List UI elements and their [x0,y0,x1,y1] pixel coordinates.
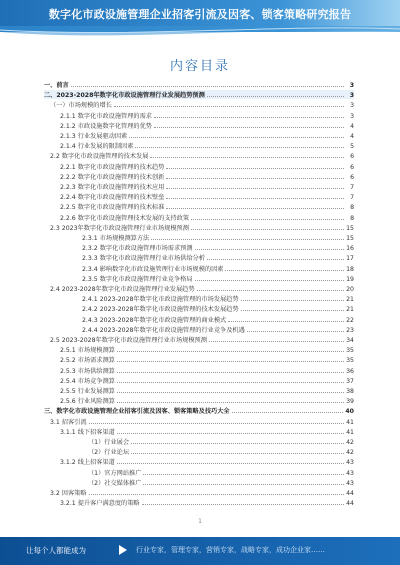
toc-entry-page: 3 [349,82,354,89]
toc-entry[interactable] [44,141,354,150]
toc-entry[interactable] [44,457,354,466]
toc-entry-label: 2.3.5 数字化市政设施管理行业竞争格局 [82,275,193,283]
toc-entry[interactable] [44,325,354,334]
toc-entry-label: 2.4.3 2023-2028年数字化市政设施管理的商业模式 [82,316,227,324]
toc-entry-label: 2.5.2 市场需求测算 [60,357,115,365]
toc-entry-label: 2.2.4 数字化市政设施管理的技术壁垒 [60,194,165,202]
arrow-right-icon [118,544,128,556]
toc-leader-dots [131,453,344,454]
toc-leader-dots [89,494,344,495]
toc-leader-dots [209,341,344,342]
toc-entry-page: 21 [346,296,354,304]
toc-leader-dots [117,372,344,373]
toc-entry-label: （2）社交媒体推广 [88,479,142,487]
toc-entry-label: 2.2 数字化市政设施管理的技术发展 [50,153,149,161]
toc-entry-page: 35 [346,347,354,355]
toc-entry[interactable] [44,498,354,507]
toc-entry-page: 38 [346,388,354,395]
toc-entry[interactable] [44,182,354,191]
toc-entry-label: 2.3.1 市场规模测算方法 [82,235,150,242]
toc-entry-page: 6 [350,173,354,181]
toc-entry-label: 2.5.1 市场规模测算 [60,347,115,355]
toc-entry[interactable] [44,243,354,252]
toc-entry[interactable] [44,396,354,405]
toc-entry-label: 3.1 招客引流 [50,418,87,426]
toc-leader-dots [151,239,344,240]
toc-entry[interactable] [44,366,354,375]
toc-entry-page: 15 [346,235,354,242]
toc-leader-dots [228,321,344,322]
toc-entry-label: 3.1.1 线下招客渠道 [60,428,115,436]
toc-entry[interactable] [44,80,354,89]
toc-entry[interactable] [44,315,354,324]
toc-leader-dots [117,361,344,362]
toc-entry-page: 5 [350,143,354,151]
toc-entry[interactable] [44,202,354,211]
report-title: 数字化市政设施管理企业招客引流及因客、锁客策略研究报告 [48,8,352,21]
toc-leader-dots [117,463,344,464]
toc-entry[interactable] [44,345,354,354]
toc-entry-label: 2.5.3 市场供给测算 [60,367,115,375]
toc-entry-label: 2.5.5 行业发展测算 [60,388,115,395]
toc-entry-page: 22 [346,316,354,324]
toc-entry[interactable] [44,162,354,171]
toc-entry-page: 34 [346,337,354,344]
toc-entry[interactable] [44,172,354,181]
toc-entry-label: 二、2023-2028年数字化市政设施管理行业发展趋势预测 [44,92,205,100]
toc-leader-dots [114,106,344,107]
toc-entry-page: 42 [346,439,354,446]
toc-entry-label: （1）行业展会 [88,439,130,446]
toc-entry-page: 16 [346,245,354,253]
toc-entry-page: 44 [346,500,354,508]
toc-entry-label: 一、前言 [44,82,69,89]
toc-entry-page: 41 [346,428,354,436]
toc-entry-page: 17 [346,255,354,263]
toc-entry-page: 4 [350,122,354,130]
toc-entry-page: 20 [346,286,354,293]
toc-entry-page: 3 [349,92,354,100]
toc-leader-dots [197,290,344,291]
toc-entry-label: 2.3.4 影响数字化市政设施管理行业市场规模的因素 [82,265,224,273]
toc-entry-label: 2.1.1 数字化市政设施管理的需求 [60,112,152,120]
toc-entry[interactable] [44,294,354,303]
toc-entry-label: （一）市场规模的增长 [50,102,112,110]
toc-leader-dots [166,168,344,169]
toc-leader-dots [166,208,344,209]
toc-entry[interactable] [44,376,354,385]
toc-entry-page: 41 [346,418,354,426]
toc-entry-page: 36 [346,367,354,375]
toc-entry-label: 三、数字化市政设施管理企业招客引流及因客、锁客策略及技巧大全 [44,408,230,416]
toc-entry-page: 19 [346,275,354,283]
toc-leader-dots [247,331,344,332]
toc-leader-dots [135,147,344,148]
toc-entry[interactable] [44,284,354,293]
footer-bar [0,537,400,565]
toc-entry-label: 2.4.4 2023-2028年数字化市政设施管理的行业竞争及机遇 [82,326,245,334]
toc-entry[interactable] [44,355,354,364]
toc-entry-label: 3.1.2 线上招客渠道 [60,459,115,467]
toc-leader-dots [207,259,344,260]
toc-entry[interactable] [44,447,354,456]
toc-entry[interactable] [44,335,354,344]
toc-leader-dots [89,423,344,424]
toc-entry-page: 15 [346,224,354,232]
toc-entry-label: 3.2.1 提升客户满意度的策略 [60,500,140,508]
toc-leader-dots [191,219,344,220]
toc-entry[interactable] [44,437,354,446]
toc-entry[interactable] [44,417,354,426]
toc-leader-dots [131,443,344,444]
toc-entry[interactable] [44,386,354,395]
toc-entry-page: 6 [350,163,354,171]
toc-entry-label: 2.1.2 市政设施数字化管理的优势 [60,122,152,130]
toc-entry-label: 2.3.3 数字化市政设施管理行业市场供给分析 [82,255,205,263]
toc-leader-dots [166,198,344,199]
header-bar [0,0,400,32]
toc-heading: 内容目录 [169,59,230,74]
toc-entry[interactable] [44,121,354,130]
toc-entry[interactable] [44,304,354,313]
toc-leader-dots [166,188,344,189]
toc-entry[interactable] [44,151,354,160]
toc-entry[interactable] [44,90,354,99]
toc-leader-dots [117,402,344,403]
toc-entry[interactable] [44,111,354,120]
table-of-contents [44,80,354,512]
toc-entry-page: 42 [346,449,354,457]
toc-entry-label: 2.2.6 数字化市政设施管理技术发展的支持政策 [60,214,190,222]
toc-entry-page: 44 [346,490,354,497]
toc-leader-dots [150,157,344,158]
toc-entry-label: 2.2.2 数字化市政设施管理的技术创新 [60,173,165,181]
toc-entry-page: 35 [346,357,354,365]
toc-entry-label: 2.3.2 数字化市政设施管理市场需求预测 [82,245,193,253]
toc-entry-label: 2.2.3 数字化市政设施管理的技术应用 [60,184,165,191]
toc-leader-dots [166,178,344,179]
toc-leader-dots [195,280,344,281]
toc-entry-label: 2.4.1 2023-2028年数字化市政设施管理的市场发展趋势 [82,296,239,304]
toc-entry[interactable] [44,468,354,477]
toc-leader-dots [71,86,344,87]
toc-entry-page: 37 [346,377,354,385]
toc-entry-page: 23 [346,326,354,334]
toc-entry-label: 2.2.5 数字化市政设施管理的技术标准 [60,204,165,212]
toc-leader-dots [207,96,344,97]
toc-entry-page: 40 [345,408,354,416]
toc-entry-page: 18 [346,265,354,273]
toc-entry[interactable] [44,192,354,201]
toc-leader-dots [129,137,344,138]
header-swoosh-decoration [0,26,400,42]
toc-entry[interactable] [44,223,354,232]
toc-entry[interactable] [44,488,354,497]
toc-entry[interactable] [44,264,354,273]
toc-leader-dots [191,229,344,230]
toc-entry-page: 43 [346,469,354,477]
toc-leader-dots [143,474,344,475]
toc-leader-dots [117,382,344,383]
toc-entry[interactable] [44,233,354,242]
toc-entry[interactable] [44,131,354,140]
toc-entry[interactable] [44,100,354,109]
toc-entry[interactable] [44,253,354,262]
toc-leader-dots [241,310,344,311]
toc-leader-dots [195,249,344,250]
toc-entry-page: 7 [350,194,354,202]
toc-entry-page: 39 [346,398,354,406]
toc-leader-dots [143,484,344,485]
footer-tagline: 行业专家，管理专家，营销专家，战略专家，成功企业家…… [136,546,325,554]
toc-leader-dots [117,433,344,434]
toc-entry-label: 2.3 2023年数字化市政设施管理行业市场规模预测 [50,224,189,232]
toc-leader-dots [154,117,344,118]
toc-entry-page: 8 [350,204,354,212]
toc-entry-label: 2.2.1 数字化市政设施管理的技术趋势 [60,163,165,171]
toc-entry-page: 43 [346,479,354,487]
toc-entry-page: 21 [346,306,354,314]
footer-slogan: 让每个人都能成为 [26,546,86,555]
toc-entry-label: 2.5.4 市场竞争测算 [60,377,115,385]
toc-leader-dots [232,412,344,413]
toc-entry[interactable] [44,274,354,283]
toc-entry-label: 2.5.6 行业风险测算 [60,398,115,406]
toc-leader-dots [142,504,344,505]
toc-entry[interactable] [44,427,354,436]
toc-entry-label: （1）官方网站推广 [88,469,142,477]
toc-entry-page: 3 [350,112,354,120]
toc-entry-page: 43 [346,459,354,467]
toc-leader-dots [225,270,344,271]
toc-leader-dots [117,351,344,352]
page-number: 1 [198,518,202,525]
toc-entry[interactable] [44,406,354,415]
toc-leader-dots [117,392,344,393]
toc-entry-page: 8 [350,214,354,222]
toc-entry-page: 4 [350,133,354,140]
toc-entry[interactable] [44,478,354,487]
toc-entry[interactable] [44,213,354,222]
toc-entry-page: 7 [350,184,354,191]
toc-entry-label: 2.4 2023-2028年数字化市政设施管理行业发展趋势 [50,286,195,293]
toc-leader-dots [241,300,344,301]
toc-entry-page: 6 [350,153,354,161]
toc-entry-label: 2.4.2 2023-2028年数字化市政设施管理的技术发展趋势 [82,306,239,314]
toc-entry-label: 2.1.4 行业发展的限制因素 [60,143,134,151]
toc-entry-label: 2.1.3 行业发展驱动因素 [60,133,128,140]
toc-leader-dots [154,127,344,128]
toc-entry-page: 3 [350,102,354,110]
toc-entry-label: （2）行业论坛 [88,449,130,457]
toc-entry-label: 3.2 因客策略 [50,490,87,497]
toc-entry-label: 2.5 2023-2028年数字化市政设施管理行业市场规模预测 [50,337,207,344]
